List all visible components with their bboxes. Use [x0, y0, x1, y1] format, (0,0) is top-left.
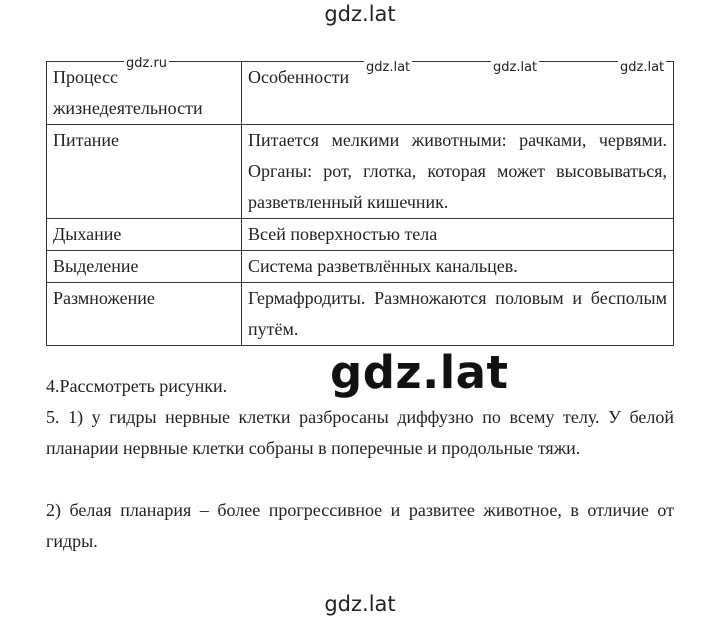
header-feature-cell: Особенности — [242, 62, 674, 125]
process-cell: Размножение — [47, 283, 242, 346]
watermark-top: gdz.lat — [324, 2, 396, 26]
answer-4: 4.Рассмотреть рисунки. — [46, 376, 228, 396]
organism-process-table — [46, 61, 674, 346]
watermark-large: gdz.lat — [330, 346, 509, 399]
feature-cell: Система разветвлённых канальцев. — [242, 251, 674, 283]
watermark-rule — [540, 61, 618, 62]
watermark-gdz-ru: gdz.ru — [126, 56, 168, 71]
watermark-small: gdz.lat — [366, 60, 411, 75]
feature-cell: Гермафродиты. Размножаются половым и бесполым путём. — [242, 283, 674, 346]
table-row — [47, 251, 674, 283]
feature-cell: Всей поверхностью тела — [242, 219, 674, 251]
watermark-small: gdz.lat — [620, 60, 665, 75]
watermark-rule — [412, 61, 492, 62]
watermark-small: gdz.lat — [493, 60, 538, 75]
answer-5-part-1: 5. 1) у гидры нервные клетки разбросаны диффузно по всему телу. У белой планарии нервные клетки собраны в поперечные и продольные тяжи. — [46, 407, 674, 458]
header-process-cell: Процесс жизнедеятельности — [47, 62, 242, 125]
table-row — [47, 283, 674, 346]
table-row — [47, 125, 674, 219]
process-cell: Дыхание — [47, 219, 242, 251]
watermark-bottom: gdz.lat — [324, 592, 396, 616]
process-cell: Питание — [47, 125, 242, 219]
process-cell: Выделение — [47, 251, 242, 283]
feature-cell: Питается мелкими животными: рачками, червями. Органы: рот, глотка, которая может высовываться, разветвленный кишечник. — [242, 125, 674, 219]
answer-5-part-2: 2) белая планария – более прогрессивное и развитее животное, в отличие от гидры. — [46, 500, 674, 551]
table-row — [47, 219, 674, 251]
